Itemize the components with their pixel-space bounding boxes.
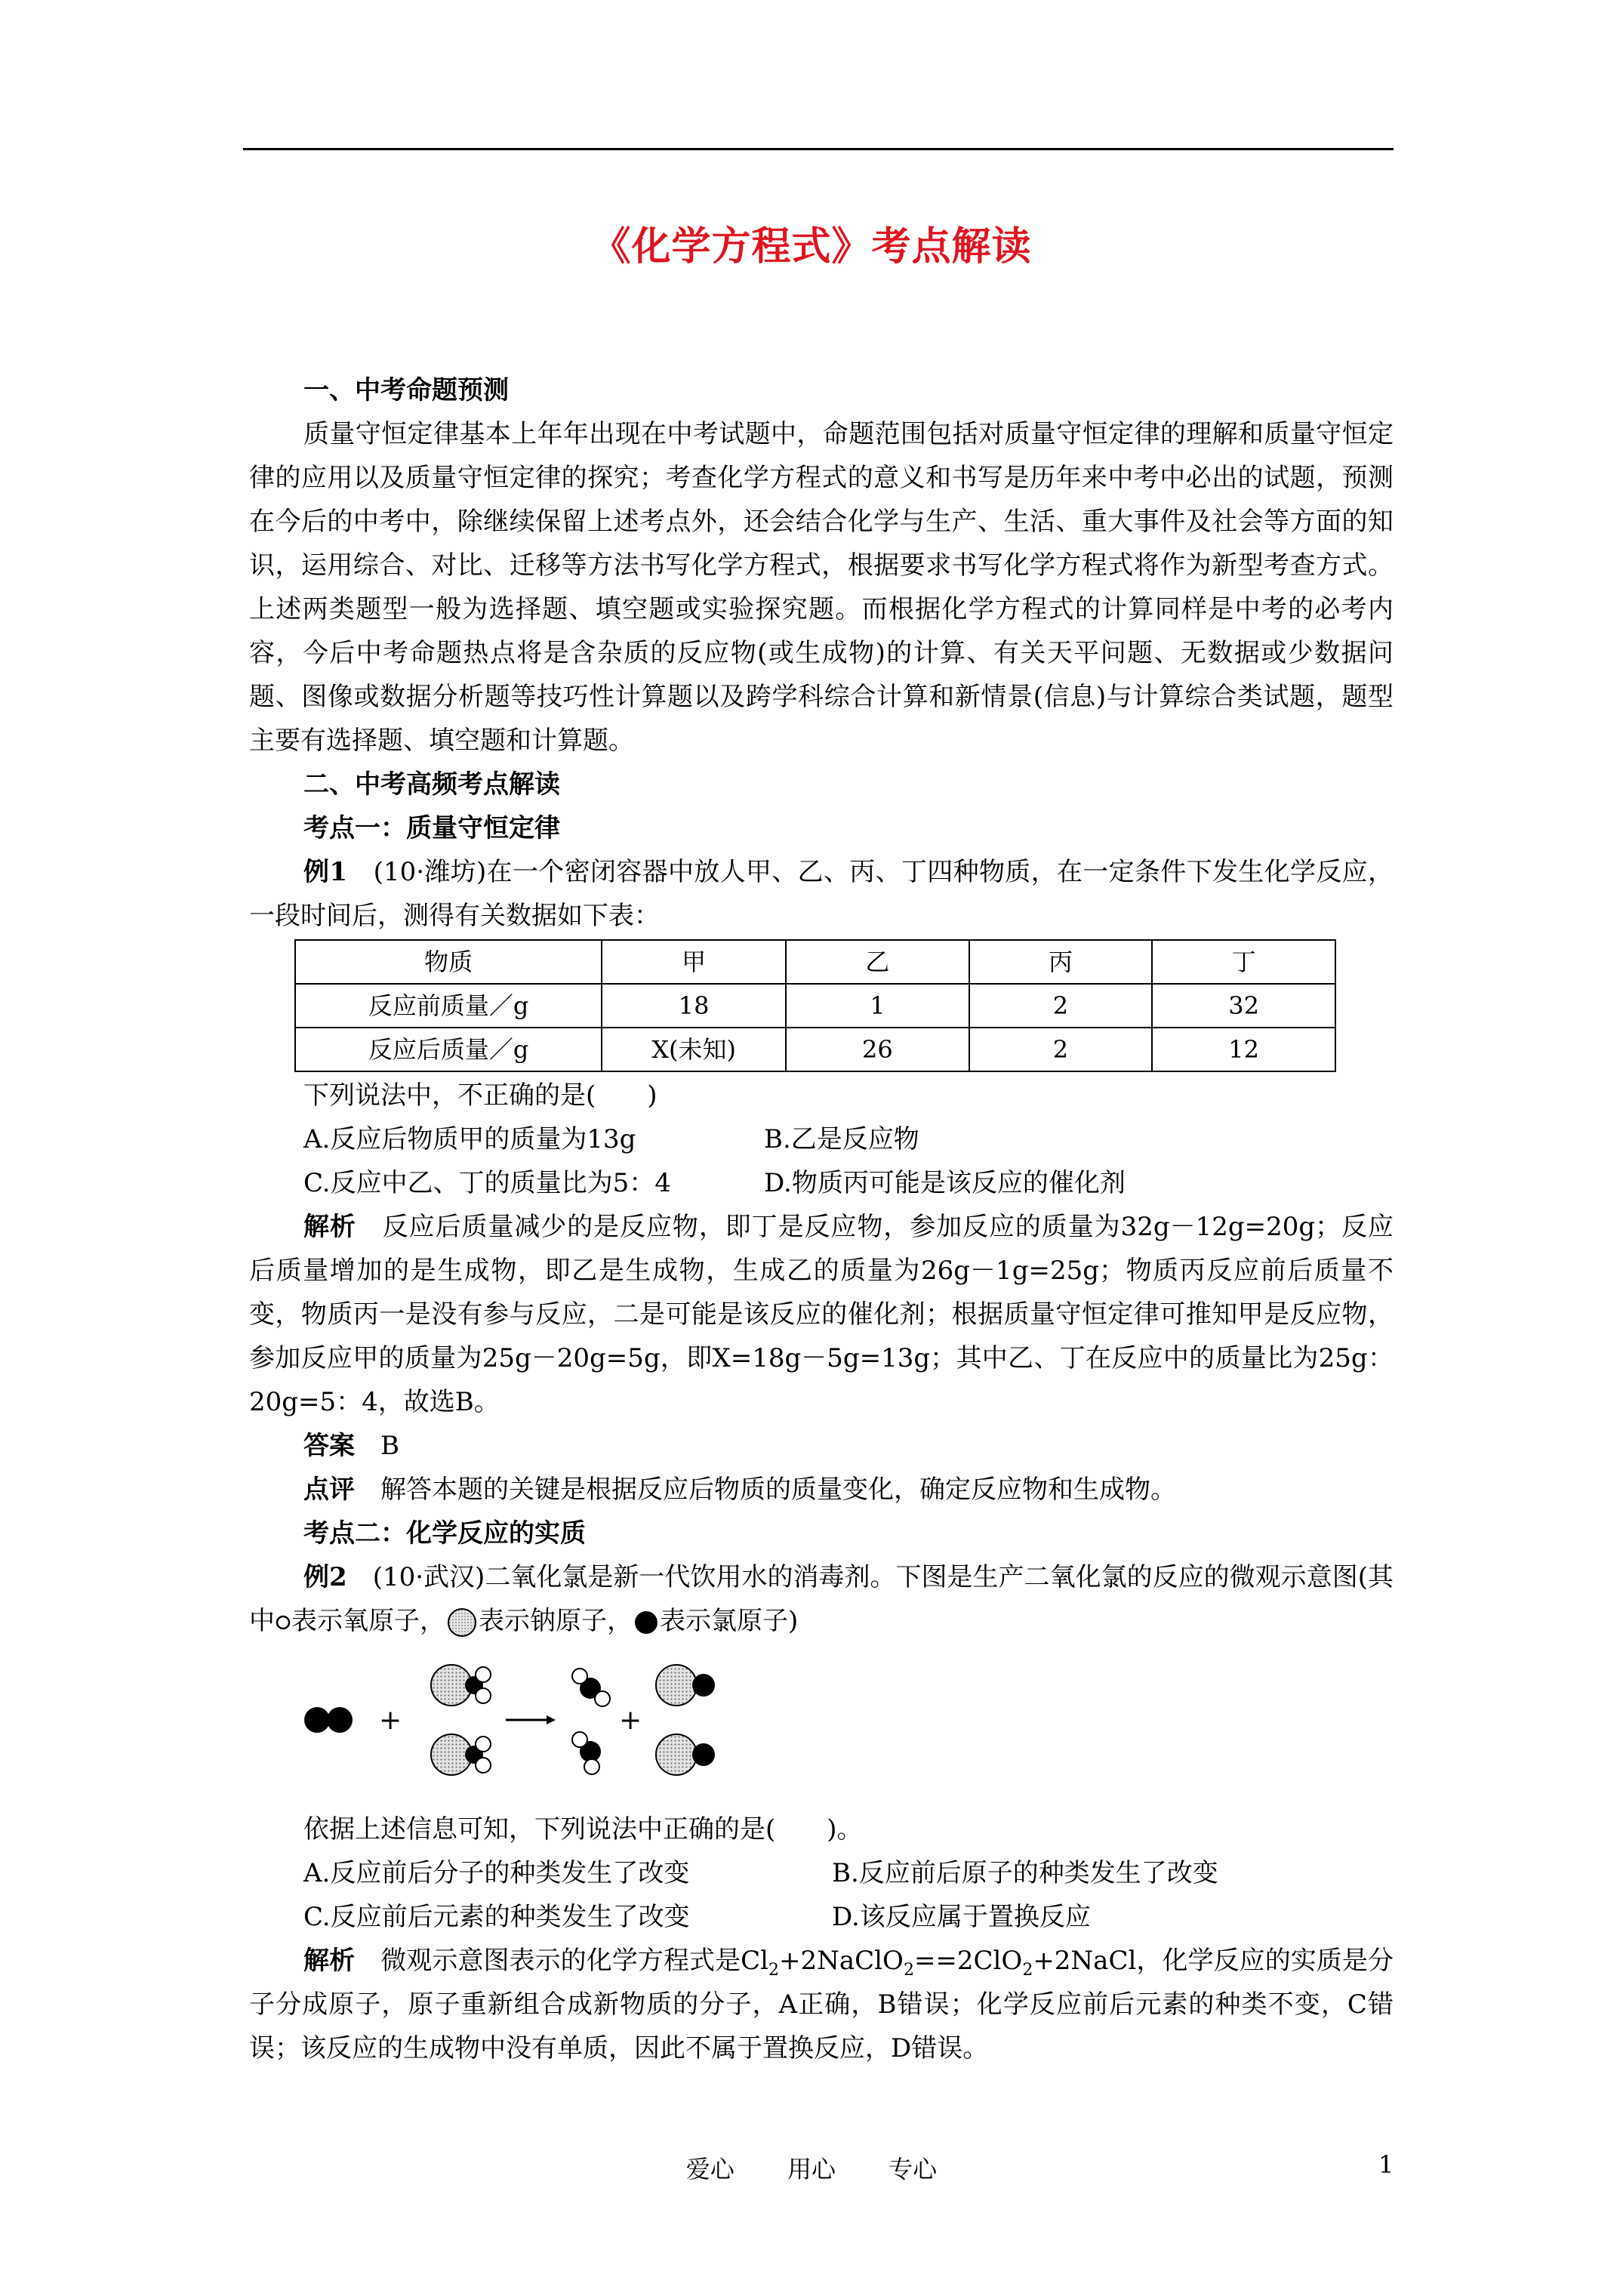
option-c: C.反应中乙、丁的质量比为5：4 [303, 1168, 671, 1198]
section1-paragraph: 质量守恒定律基本上年年出现在中考试题中，命题范围包括对质量守恒定律的理解和质量守恒定律的应用以及质量守恒定律的探究；考查化学方程式的意义和书写是历年来中考中必出的试题，预测在今后的中考中，除继续保留上述考点外，还会结合化学与生产、生活、重大事件及社会等方面的知识，运用综合、对比、迁移等方法书写化学方程式，根据要求书写化学方程式将作为新型考查方式。上述两类题型一般为选择题、填空题或实验探究题。而根据化学方程式的计算同样是中考的必考内容，今后中考命题热点将是含杂质的反应物(或生成物)的计算、有关天平问题、无数据或少数据问题、图像或数据分析题等技巧性计算题以及跨学科综合计算和新情景(信息)与计算综合类试题，题型主要有选择题、填空题和计算题。 [249, 419, 1394, 756]
legend-chlorine-text: 表示氯原子) [660, 1606, 799, 1636]
table-header-cell: 乙 [786, 940, 969, 984]
mass-table [294, 939, 1336, 1072]
analysis-text-eq1: +2NaClO [779, 1946, 904, 1976]
example2-question: 依据上述信息可知，下列说法中正确的是( )。 [303, 1814, 863, 1845]
option-b: B.乙是反应物 [764, 1124, 919, 1154]
keypoint2-heading: 考点二：化学反应的实质 [303, 1518, 586, 1549]
example1-question: 下列说法中，不正确的是( ) [303, 1080, 658, 1111]
chlorine-dioxide-molecule-icon [572, 1669, 610, 1706]
reaction-diagram [303, 1660, 756, 1780]
plus-sign-icon: + [619, 1705, 642, 1736]
table-cell: 反应后质量／g [295, 1028, 602, 1071]
analysis-text-end: +2NaCl，化学反应的实质是分子分成原子，原子重新组合成新物质的分子，A正确，B错误；化学反应前后元素的种类不变，C错误；该反应的生成物中没有单质，因此不属于置换反应，D错误。 [249, 1946, 1394, 2063]
table-cell: 26 [786, 1028, 969, 1071]
table-header-cell: 丁 [1152, 940, 1335, 984]
table-cell: 12 [1152, 1028, 1335, 1071]
example2-label: 例2 [303, 1562, 347, 1592]
option-b: B.反应前后原子的种类发生了改变 [832, 1858, 1218, 1888]
table-cell: 1 [786, 984, 969, 1028]
example1-answer [249, 1424, 1394, 1468]
sodium-chloride-molecule-icon [656, 1665, 715, 1706]
table-header-cell: 甲 [602, 940, 786, 984]
oxygen-atom-icon [275, 1614, 291, 1631]
table-row [295, 984, 1335, 1028]
plus-sign-icon: + [379, 1705, 402, 1736]
option-d: D.物质丙可能是该反应的催化剂 [764, 1168, 1126, 1198]
example1-options-row2 [249, 1161, 1394, 1205]
footer-motto-3: 专心 [888, 2155, 938, 2184]
sodium-chlorite-molecule-icon [431, 1665, 491, 1706]
page-number: 1 [1378, 2150, 1394, 2179]
analysis-label: 解析 [303, 1946, 356, 1976]
example2-body: (10·武汉)二氧化氯是新一代饮用水的消毒剂。下图是生产二氧化氯的反应的微观示意图(其中 [249, 1562, 1394, 1636]
sodium-chlorite-molecule-icon [431, 1734, 491, 1775]
legend-oxygen-text: 表示氧原子， [291, 1606, 445, 1636]
table-cell: X(未知) [602, 1028, 786, 1071]
reaction-arrow-icon [506, 1715, 556, 1724]
table-cell: 2 [969, 984, 1152, 1028]
analysis-label: 解析 [303, 1212, 356, 1242]
sodium-atom-icon [445, 1606, 479, 1639]
example1-comment [249, 1468, 1394, 1512]
example1-analysis [249, 1205, 1394, 1424]
table-cell: 18 [602, 984, 786, 1028]
section2-heading: 二、中考高频考点解读 [303, 769, 560, 800]
subscript: 2 [903, 1960, 914, 1980]
analysis-text-eq2: ==2ClO [913, 1946, 1023, 1976]
example2-options-row2 [249, 1895, 1394, 1939]
chlorine-atom-icon [633, 1609, 660, 1636]
answer-text: B [355, 1431, 399, 1461]
example2-analysis [249, 1939, 1394, 2070]
legend-sodium-text: 表示钠原子， [479, 1606, 633, 1636]
chlorine-dioxide-molecule-icon [572, 1732, 601, 1774]
example1-text [249, 850, 1394, 938]
answer-label: 答案 [303, 1431, 355, 1461]
table-cell: 2 [969, 1028, 1152, 1071]
analysis-text: 反应后质量减少的是反应物，即丁是反应物，参加反应的质量为32g－12g=20g；反应后质量增加的是生成物，即乙是生成物，生成乙的质量为26g－1g=25g；物质丙反应前后质量不变，物质丙一是没有参与反应，二是可能是该反应的催化剂；根据质量守恒定律可推知甲是反应物，参加反应甲的质量为25g－20g=5g，即X=18g－5g=13g；其中乙、丁在反应中的质量比为25g：20g=5：4，故选B。 [249, 1212, 1394, 1417]
table-header-row [295, 940, 1335, 984]
chlorine-molecule-icon [304, 1707, 353, 1733]
sodium-chloride-molecule-icon [656, 1734, 715, 1775]
document-body [249, 368, 1394, 2070]
option-c: C.反应前后元素的种类发生了改变 [303, 1902, 690, 1932]
table-header-cell: 物质 [295, 940, 602, 984]
comment-label: 点评 [303, 1475, 355, 1505]
section1-heading: 一、中考命题预测 [303, 375, 509, 405]
subscript: 2 [1022, 1960, 1033, 1980]
subscript: 2 [768, 1960, 780, 1980]
comment-text: 解答本题的关键是根据反应后物质的质量变化，确定反应物和生成物。 [355, 1475, 1176, 1505]
example2-text [249, 1555, 1394, 1643]
example1-body: (10·潍坊)在一个密闭容器中放人甲、乙、丙、丁四种物质，在一定条件下发生化学反应，一段时间后，测得有关数据如下表： [249, 857, 1394, 931]
example2-options-row1 [249, 1851, 1394, 1895]
analysis-text-start: 微观示意图表示的化学方程式是Cl [355, 1946, 769, 1976]
option-a: A.反应后物质甲的质量为13g [303, 1124, 636, 1154]
table-row [295, 1028, 1335, 1071]
table-cell: 反应前质量／g [295, 984, 602, 1028]
example1-label: 例1 [303, 857, 347, 887]
table-header-cell: 丙 [969, 940, 1152, 984]
footer-motto-2: 用心 [787, 2155, 836, 2184]
option-a: A.反应前后分子的种类发生了改变 [303, 1858, 690, 1888]
table-cell: 32 [1152, 984, 1335, 1028]
page-title: 《化学方程式》考点解读 [591, 223, 1032, 270]
option-d: D.该反应属于置换反应 [832, 1902, 1091, 1932]
example1-options-row1 [249, 1117, 1394, 1161]
header-rule [243, 148, 1394, 150]
keypoint1-heading: 考点一：质量守恒定律 [303, 813, 560, 843]
footer-motto-1: 爱心 [685, 2155, 735, 2184]
